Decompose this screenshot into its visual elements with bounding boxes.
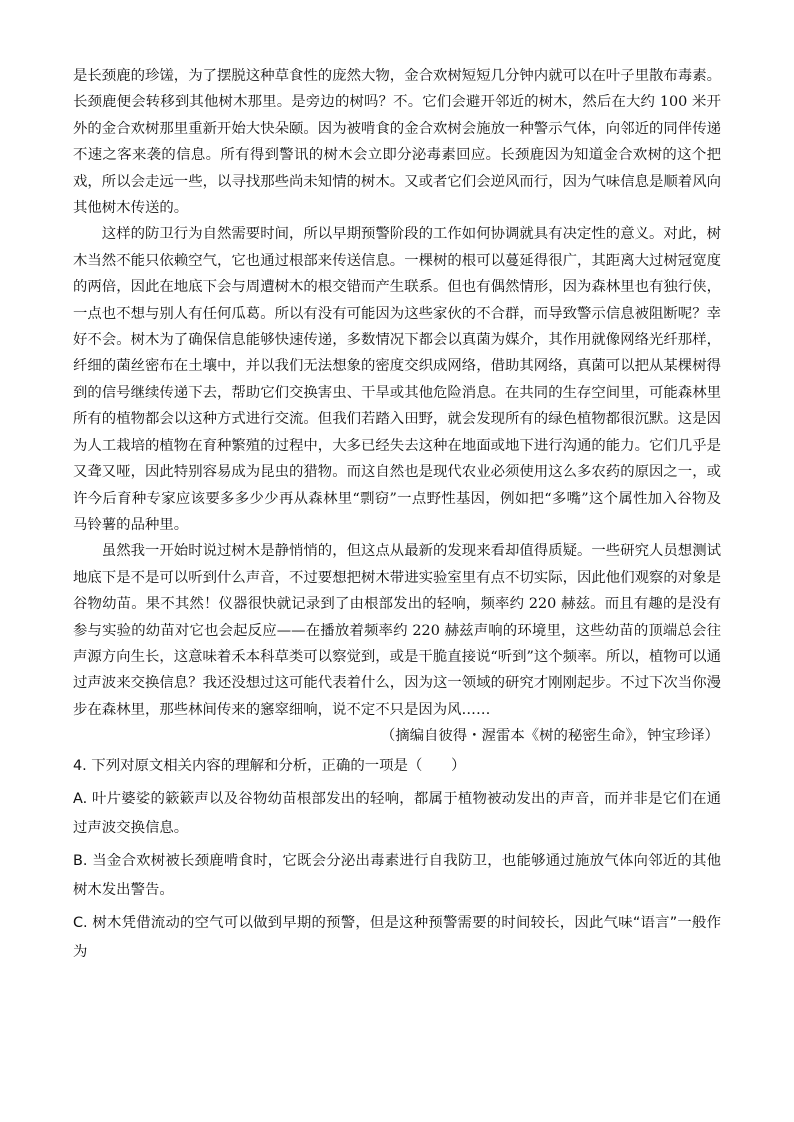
answer-option-c: C. 树木凭借流动的空气可以做到早期的预警，但是这种预警需要的时间较长，因此气味“语言”一般作为	[73, 914, 721, 960]
answer-option-a: A. 叶片婆娑的簌簌声以及谷物幼苗根部发出的轻响，都属于植物被动发出的声音，而并非是它们在通过声波交换信息。	[73, 790, 721, 836]
answer-option-b: B. 当金合欢树被长颈鹿啃食时，它既会分泌出毒素进行自我防卫，也能够通过施放气体向邻近的其他树木发出警告。	[73, 852, 721, 898]
question-stem: 4. 下列对原文相关内容的理解和分析，正确的一项是（ ）	[73, 757, 466, 774]
article-paragraph: 这样的防卫行为自然需要时间，所以早期预警阶段的工作如何协调就具有决定性的意义。对此，树木当然不能只依赖空气，它也通过根部来传送信息。一棵树的根可以蔓延得很广，其距离大过树冠宽度的两倍，因此在地底下会与周遭树木的根交错而产生联系。但也有偶然情形，因为森林里也有独行侠，一点也不想与别人有任何瓜葛。所以有没有可能因为这些家伙的不合群，而导致警示信息被阻断呢？幸好不会。树木为了确保信息能够快速传递，多数情况下都会以真菌为媒介，其作用就像网络光纤那样，纤细的菌丝密布在土壤中，并以我们无法想象的密度交织成网络，借助其网络，真菌可以把从某棵树得到的信号继续传递下去，帮助它们交换害虫、干旱或其他危险消息。在共同的生存空间里，可能森林里所有的植物都会以这种方式进行交流。但我们若踏入田野，就会发现所有的绿色植物都很沉默。这是因为人工栽培的植物在育种繁殖的过程中，大多已经失去这种在地面或地下进行沟通的能力。它们几乎是又聋又哑，因此特别容易成为昆虫的猎物。而这自然也是现代农业必须使用这么多农药的原因之一，或许今后育种专家应该要多多少少再从森林里“剽窃”一点野性基因，例如把“多嘴”这个属性加入谷物及马铃薯的品种里。	[73, 226, 721, 533]
article-paragraph: 是长颈鹿的珍馐，为了摆脱这种草食性的庞然大物，金合欢树短短几分钟内就可以在叶子里散布毒素。长颈鹿便会转移到其他树木那里。是旁边的树吗？不。它们会避开邻近的树木，然后在大约 100 米开外的金合欢树那里重新开始大快朵颐。因为被啃食的金合欢树会施放一种警示气体，向邻近的同伴传递不速之客来袭的信息。所有得到警讯的树木会立即分泌毒素回应。长颈鹿因为知道金合欢树的这个把戏，所以会走远一些，以寻找那些尚未知情的树木。又或者它们会逆风而行，因为气味信息是顺着风向其他树木传送的。	[73, 68, 721, 217]
source-citation: （摘编自彼得・渥雷本《树的秘密生命》，钟宝珍译）	[380, 728, 719, 745]
article-paragraph: 虽然我一开始时说过树木是静悄悄的，但这点从最新的发现来看却值得质疑。一些研究人员想测试地底下是不是可以听到什么声音，不过要想把树木带进实验室里有点不切实际，因此他们观察的对象是谷物幼苗。果不其然！仪器很快就记录到了由根部发出的轻响，频率约 220 赫兹。而且有趣的是没有参与实验的幼苗对它也会起反应——在播放着频率约 220 赫兹声响的环境里，这些幼苗的顶端总会往声源方向生长，这意味着禾本科草类可以察觉到，或是干脆直接说“听到”这个频率。所以，植物可以通过声波来交换信息？我还没想过这可能代表着什么，因为这一领域的研究才刚刚起步。不过下次当你漫步在森林里，那些林间传来的窸窣细响，说不定不只是因为风……	[73, 543, 721, 718]
page-content	[73, 63, 721, 967]
